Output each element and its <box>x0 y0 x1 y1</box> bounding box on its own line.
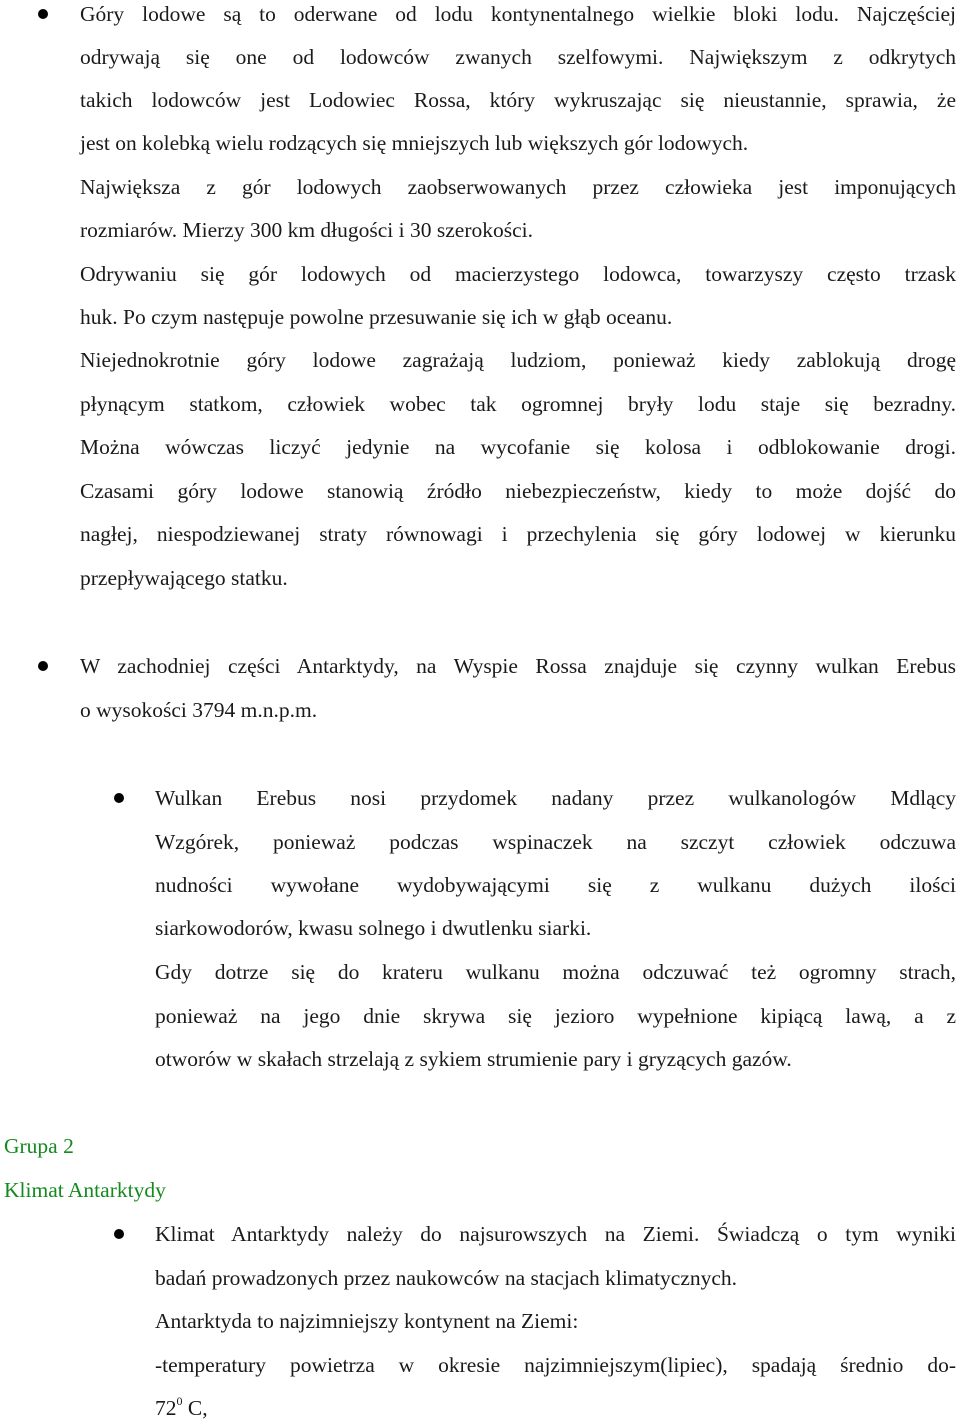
temperature-line <box>155 1394 208 1420</box>
text-line: rozmiarów. Mierzy 300 km długości i 30 szerokości. <box>80 218 533 242</box>
text-line: Gdy dotrze się do krateru wulkanu można odczuwać też ogromny strach, <box>155 960 956 984</box>
bullet-dot <box>114 793 124 803</box>
text-line: o wysokości 3794 m.n.p.m. <box>80 698 318 722</box>
text-line: nagłej, niespodziewanej straty równowagi i przechylenia się góry lodowej w kierunku <box>80 522 956 546</box>
group-subtitle: Klimat Antarktydy <box>4 1178 166 1202</box>
text-line: odrywają się one od lodowców zwanych szelfowymi. Największym z odkrytych <box>80 45 956 69</box>
text-line: ponieważ na jego dnie skrywa się jezioro wypełnione kipiącą lawą, a z <box>155 1004 956 1028</box>
text-line: Niejednokrotnie góry lodowe zagrażają ludziom, ponieważ kiedy zablokują drogę <box>80 348 956 372</box>
bullet-dot <box>114 1229 124 1239</box>
text-line: Odrywaniu się gór lodowych od macierzystego lodowca, towarzyszy często trzask <box>80 262 956 286</box>
text-line: nudności wywołane wydobywającymi się z wulkanu dużych ilości <box>155 873 956 897</box>
text-line: -temperatury powietrza w okresie najzimniejszym(lipiec), spadają średnio do- <box>155 1353 956 1377</box>
text-line: Antarktyda to najzimniejszy kontynent na Ziemi: <box>155 1309 579 1333</box>
text-line: Wulkan Erebus nosi przydomek nadany przez wulkanologów Mdlący <box>155 786 956 810</box>
text-line: jest on kolebką wielu rodzących się mniejszych lub większych gór lodowych. <box>80 131 749 155</box>
text-line: siarkowodorów, kwasu solnego i dwutlenku siarki. <box>155 916 592 940</box>
text-line: przepływającego statku. <box>80 566 288 590</box>
temperature-value: 72 <box>155 1396 177 1420</box>
text-line: Największa z gór lodowych zaobserwowanych przez człowieka jest imponujących <box>80 175 956 199</box>
bullet-dot <box>38 661 48 671</box>
text-line: płynącym statkom, człowiek wobec tak ogromnej bryły lodu staje się bezradny. <box>80 392 956 416</box>
temperature-unit: C, <box>182 1396 208 1420</box>
text-line: Można wówczas liczyć jedynie na wycofanie się kolosa i odblokowanie drogi. <box>80 435 956 459</box>
text-line: W zachodniej części Antarktydy, na Wyspie Rossa znajduje się czynny wulkan Erebus <box>80 654 956 678</box>
text-line: takich lodowców jest Lodowiec Rossa, który wykruszając się nieustannie, sprawia, że <box>80 88 956 112</box>
text-line: Góry lodowe są to oderwane od lodu kontynentalnego wielkie bloki lodu. Najczęściej <box>80 2 956 26</box>
text-line: Czasami góry lodowe stanowią źródło niebezpieczeństw, kiedy to może dojść do <box>80 479 956 503</box>
text-line: huk. Po czym następuje powolne przesuwanie się ich w głąb oceanu. <box>80 305 673 329</box>
degree-superscript: 0 <box>176 1394 183 1408</box>
text-line: otworów w skałach strzelają z sykiem strumienie pary i gryzących gazów. <box>155 1047 792 1071</box>
text-line: badań prowadzonych przez naukowców na stacjach klimatycznych. <box>155 1266 738 1290</box>
text-line: Wzgórek, ponieważ podczas wspinaczek na szczyt człowiek odczuwa <box>155 830 956 854</box>
text-line: Klimat Antarktydy należy do najsurowszych na Ziemi. Świadczą o tym wyniki <box>155 1222 956 1246</box>
group-title: Grupa 2 <box>4 1134 74 1158</box>
bullet-dot <box>38 9 48 19</box>
